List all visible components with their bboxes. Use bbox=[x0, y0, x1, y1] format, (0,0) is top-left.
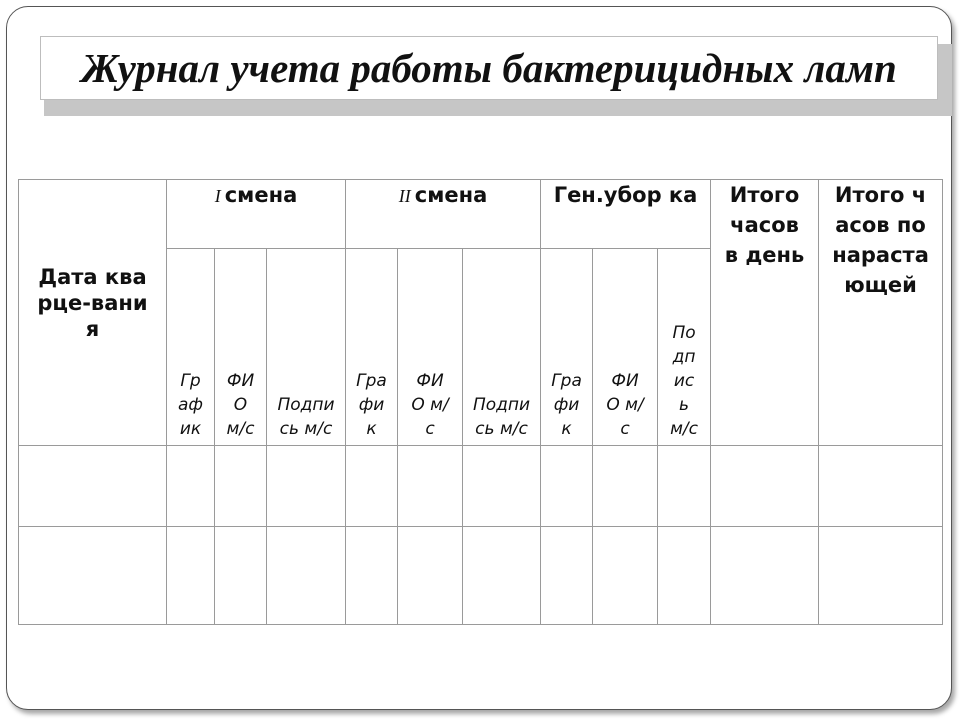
header-total-day: Итого часов в день bbox=[711, 180, 819, 446]
table-cell[interactable] bbox=[346, 446, 398, 527]
table-cell[interactable] bbox=[819, 527, 943, 625]
subheader-signature: Подпись м/с bbox=[658, 249, 711, 446]
table-cell[interactable] bbox=[267, 446, 346, 527]
header-row-1 bbox=[19, 180, 943, 249]
table-cell[interactable] bbox=[167, 527, 215, 625]
table-cell[interactable] bbox=[398, 446, 463, 527]
table-cell[interactable] bbox=[593, 446, 658, 527]
journal-table bbox=[18, 179, 943, 625]
header-shift-2: II смена bbox=[346, 180, 541, 249]
table-cell[interactable] bbox=[398, 527, 463, 625]
table-cell[interactable] bbox=[267, 527, 346, 625]
table-cell[interactable] bbox=[711, 527, 819, 625]
table-cell[interactable] bbox=[711, 446, 819, 527]
table-cell[interactable] bbox=[658, 527, 711, 625]
table-cell[interactable] bbox=[541, 527, 593, 625]
table-cell[interactable] bbox=[593, 527, 658, 625]
header-date: Дата кварце-вания bbox=[19, 180, 167, 446]
table-row bbox=[19, 527, 943, 625]
subheader-schedule: График bbox=[346, 249, 398, 446]
table-cell[interactable] bbox=[346, 527, 398, 625]
subheader-name: ФИО м/с bbox=[398, 249, 463, 446]
table-cell[interactable] bbox=[19, 446, 167, 527]
subheader-signature: Подпись м/с bbox=[267, 249, 346, 446]
header-shift-1: I смена bbox=[167, 180, 346, 249]
table-cell[interactable] bbox=[215, 527, 267, 625]
table-cell[interactable] bbox=[167, 446, 215, 527]
subheader-schedule: График bbox=[541, 249, 593, 446]
table-cell[interactable] bbox=[658, 446, 711, 527]
page-title: Журнал учета работы бактерицидных ламп bbox=[81, 45, 897, 91]
header-general-cleaning: Ген.убор ка bbox=[541, 180, 711, 249]
table-cell[interactable] bbox=[19, 527, 167, 625]
table-cell[interactable] bbox=[819, 446, 943, 527]
title-box bbox=[40, 36, 938, 100]
table-row bbox=[19, 446, 943, 527]
table-cell[interactable] bbox=[463, 446, 541, 527]
table-cell[interactable] bbox=[541, 446, 593, 527]
header-total-cumulative: Итого часов по нарастающей bbox=[819, 180, 943, 446]
subheader-name: ФИО м/с bbox=[593, 249, 658, 446]
table-cell[interactable] bbox=[215, 446, 267, 527]
subheader-signature: Подпись м/с bbox=[463, 249, 541, 446]
subheader-schedule: График bbox=[167, 249, 215, 446]
table-cell[interactable] bbox=[463, 527, 541, 625]
subheader-name: ФИО м/с bbox=[215, 249, 267, 446]
